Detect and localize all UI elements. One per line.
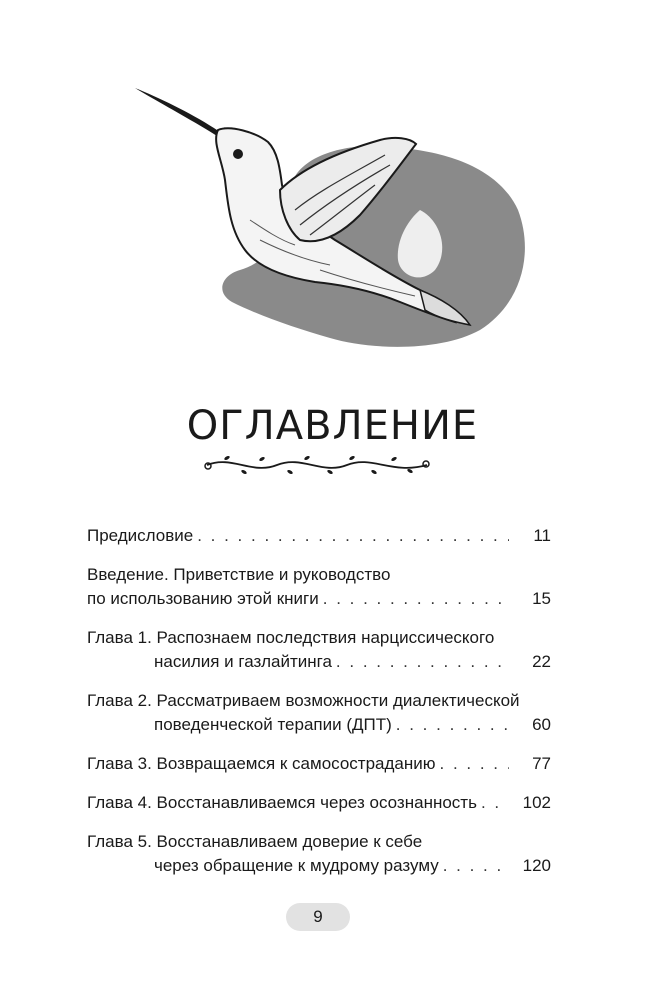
toc-page-number: 60 <box>532 715 551 734</box>
dot-leader <box>481 791 509 815</box>
page-number-badge: 9 <box>286 903 350 931</box>
dot-leader <box>197 524 509 548</box>
toc-entry-title: Предисловие <box>87 526 194 545</box>
toc-entry[interactable] <box>87 791 551 815</box>
page-title: ОГЛАВЛЕНИЕ <box>186 403 479 449</box>
hummingbird-illustration <box>120 70 540 370</box>
dot-leader <box>443 854 509 878</box>
bird-beak <box>135 88 220 136</box>
bird-eye <box>233 149 243 159</box>
toc-entry[interactable] <box>87 524 551 548</box>
toc-page-number: 102 <box>522 793 551 812</box>
table-of-contents <box>87 524 551 893</box>
toc-entry[interactable] <box>87 830 551 878</box>
toc-entry-title: Глава 5. Восстанавливаем доверие к себе <box>87 832 423 851</box>
toc-page-number: 77 <box>532 754 551 773</box>
toc-entry-title: Введение. Приветствие и руководство <box>87 565 391 584</box>
toc-page-number: 22 <box>532 652 551 671</box>
toc-entry[interactable] <box>87 626 551 674</box>
toc-entry-title: Глава 1. Распознаем последствия нарциссического <box>87 628 495 647</box>
toc-entry-title: Глава 2. Рассматриваем возможности диалектической <box>87 691 520 710</box>
dot-leader <box>336 650 509 674</box>
toc-entry[interactable] <box>87 563 551 611</box>
toc-entry-title-continued: поведенческой терапии (ДПТ) <box>154 715 392 734</box>
toc-entry-title-continued: насилия и газлайтинга <box>154 652 332 671</box>
toc-page-number: 15 <box>532 589 551 608</box>
toc-entry-title: Глава 4. Восстанавливаемся через осознанность <box>87 793 477 812</box>
toc-page-number: 120 <box>522 856 551 875</box>
dot-leader <box>396 713 509 737</box>
dot-leader <box>323 587 509 611</box>
dot-leader <box>440 752 510 776</box>
toc-entry[interactable] <box>87 752 551 776</box>
toc-entry-title: Глава 3. Возвращаемся к самосостраданию <box>87 754 436 773</box>
toc-entry-title-continued: через обращение к мудрому разуму <box>154 856 439 875</box>
toc-entry-title-continued: по использованию этой книги <box>87 589 319 608</box>
toc-page-number: 11 <box>533 526 551 545</box>
vine-ornament-icon <box>202 450 432 480</box>
toc-entry[interactable] <box>87 689 551 737</box>
